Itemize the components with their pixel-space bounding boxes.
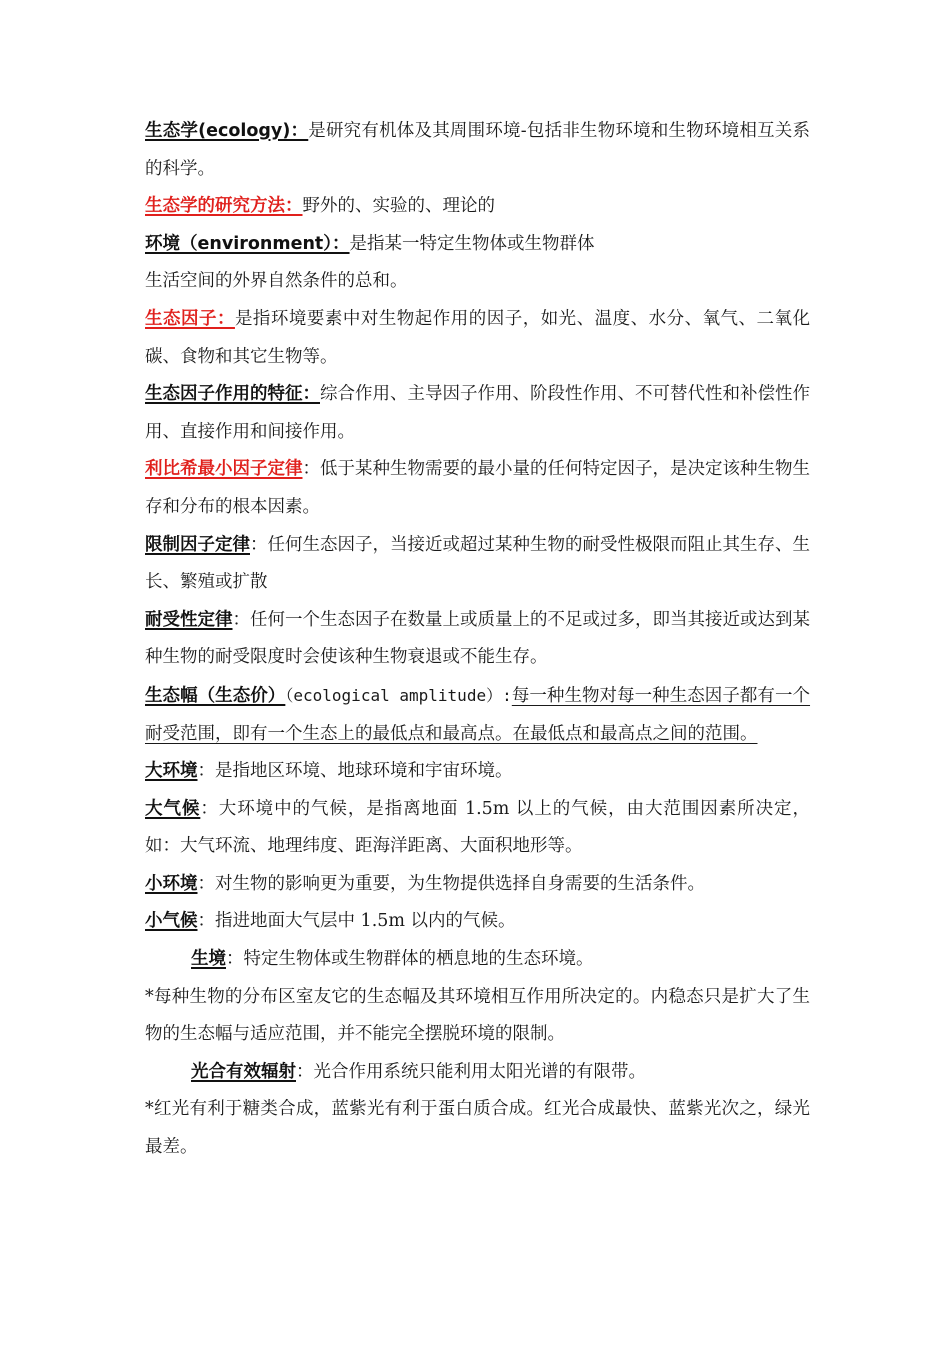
note-homeostasis	[145, 979, 810, 1054]
definition-limiting-factor	[145, 527, 810, 602]
definition-body: ：指进地面大气层中 1.5m 以内的气候。	[197, 911, 516, 932]
definition-body: ：大环境中的气候，是指离地面 1.5m 以上的气候，由大范围因素所决定，如：大气环流、地理纬度、距海洋距离、大面积地形等。	[145, 798, 810, 857]
term-microclimate: 小气候	[145, 911, 198, 932]
definition-body: 每一种生物对每一种生态因子都有一个耐受范围，即有一个生态上的最低点和最高点。在最低点和最高点之间的范围。	[145, 685, 811, 744]
definition-body: 综合作用、主导因子作用、阶段性作用、不可替代性和补偿性作用、直接作用和间接作用。	[145, 384, 810, 442]
definition-body: ：任何一个生态因子在数量上或质量上的不足或过多，即当其接近或达到某种生物的耐受限度时会使该种生物衰退或不能生存。	[145, 609, 810, 668]
term-tolerance-law: 耐受性定律	[145, 609, 233, 630]
definition-body: ：任何生态因子，当接近或超过某种生物的耐受性极限而阻止其生存、生长、繁殖或扩散	[145, 534, 810, 593]
note-body: *红光有利于糖类合成，蓝紫光有利于蛋白质合成。红光合成最快、蓝紫光次之，绿光最差。	[145, 1099, 810, 1158]
note-body: *每种生物的分布区室友它的生态幅及其环境相互作用所决定的。内稳态只是扩大了生物的生态幅与适应范围，并不能完全摆脱环境的限制。	[145, 986, 810, 1045]
term-liebig-law: 利比希最小因子定律	[145, 459, 303, 480]
definition-body: ：光合作用系统只能利用太阳光谱的有限带。	[296, 1061, 646, 1082]
definition-body: 是研究有机体及其周围环境-包括非生物环境和生物环境相互关系的科学。	[145, 121, 810, 179]
definition-par	[145, 1054, 810, 1092]
definition-body: 是指某一特定生物体或生物群体	[349, 233, 595, 254]
term-english-paren: （ecological amplitude）:	[285, 685, 512, 705]
definition-body: 野外的、实验的、理论的	[302, 196, 495, 217]
term-ecological-amplitude: 生态幅（生态价）	[145, 685, 286, 706]
definition-factor-characteristics	[145, 376, 810, 451]
definition-ecological-amplitude	[145, 677, 810, 753]
term-ecological-factor: 生态因子：	[145, 308, 235, 329]
term-habitat: 生境	[191, 949, 226, 970]
term-environment: 环境（environment）：	[145, 233, 350, 254]
definition-body: ：是指地区环境、地球环境和宇宙环境。	[197, 761, 513, 782]
term-ecology: 生态学(ecology)：	[145, 121, 309, 141]
definition-body: ：对生物的影响更为重要，为生物提供选择自身需要的生活条件。	[197, 873, 705, 894]
definition-habitat	[145, 941, 810, 979]
definition-microclimate	[145, 903, 810, 941]
definition-macroclimate	[145, 791, 810, 866]
term-factor-characteristics: 生态因子作用的特征：	[145, 384, 320, 405]
definition-macro-environment	[145, 753, 810, 791]
definition-ecology	[145, 113, 810, 188]
definition-liebig-law	[145, 451, 810, 526]
definition-body: 是指环境要素中对生物起作用的因子，如光、温度、水分、氧气、二氧化碳、食物和其它生物等。	[145, 308, 811, 367]
definition-body: ：特定生物体或生物群体的栖息地的生态环境。	[226, 949, 594, 970]
term-macroclimate: 大气候	[145, 798, 201, 819]
definition-body: ：低于某种生物需要的最小量的任何特定因子，是决定该种生物生存和分布的根本因素。	[145, 459, 810, 517]
term-limiting-factor: 限制因子定律	[145, 534, 250, 555]
definition-research-methods	[145, 188, 810, 226]
term-micro-environment: 小环境	[145, 873, 198, 894]
definition-tolerance-law	[145, 602, 810, 677]
term-macro-environment: 大环境	[145, 761, 198, 782]
definition-ecological-factor	[145, 301, 810, 376]
note-light-synthesis	[145, 1091, 810, 1166]
definition-environment-continued	[145, 263, 810, 301]
document-page	[145, 113, 810, 1167]
definition-environment	[145, 226, 810, 264]
term-research-methods: 生态学的研究方法：	[145, 196, 303, 217]
definition-micro-environment	[145, 866, 810, 904]
term-par: 光合有效辐射	[191, 1061, 296, 1082]
definition-body: 生活空间的外界自然条件的总和。	[145, 271, 408, 292]
